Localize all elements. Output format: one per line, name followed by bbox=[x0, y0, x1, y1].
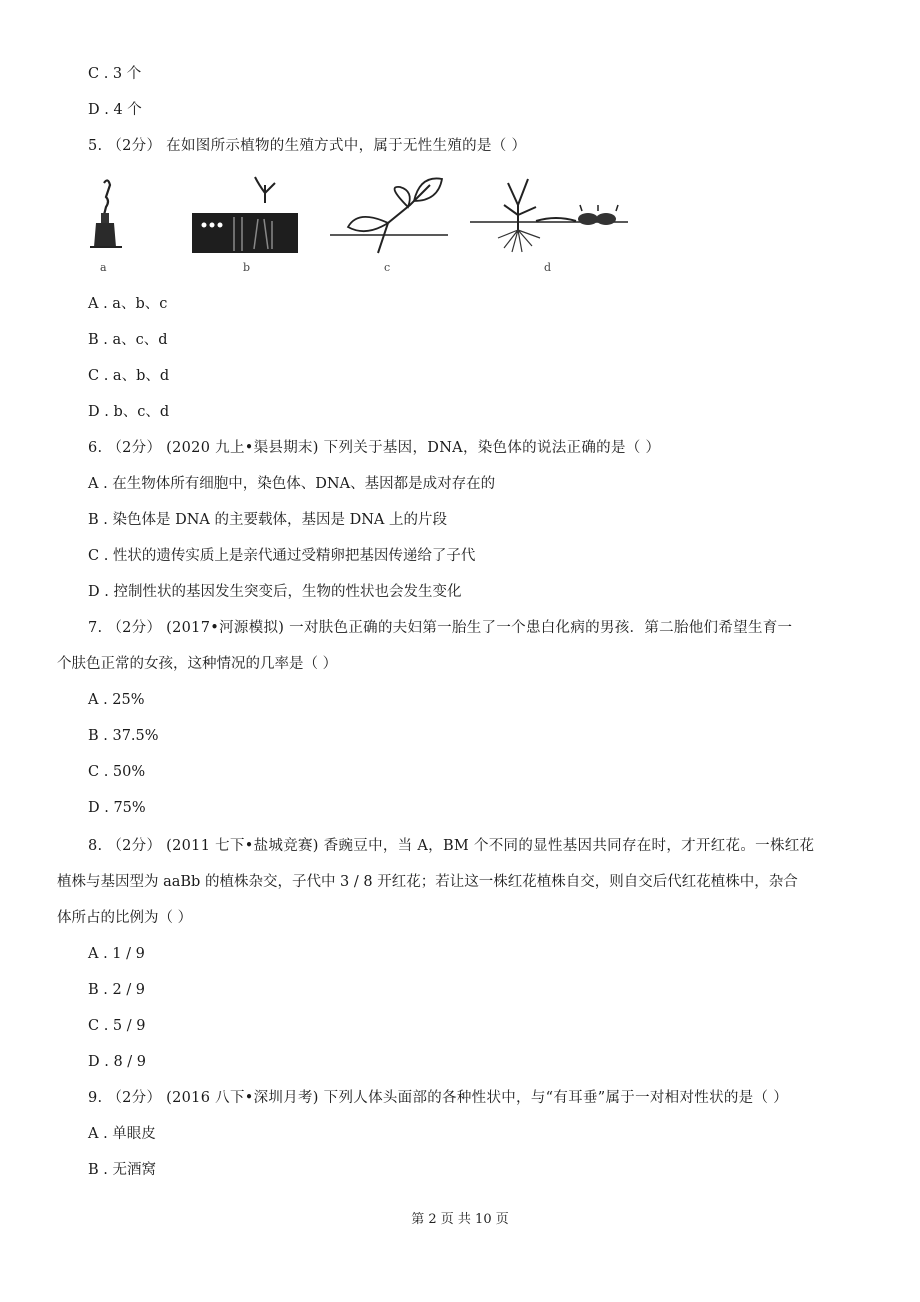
q9-stem: 9. （2分） (2016 八下•深圳月考) 下列人体头面部的各种性状中，与“有耳垂”属于一对相对性状的是（ ） bbox=[88, 1090, 788, 1106]
q6-option-d: D . 控制性状的基因发生突变后，生物的性状也会发生变化 bbox=[88, 584, 462, 600]
q7-option-c: C . 50% bbox=[88, 764, 146, 780]
q7-option-b: B . 37.5% bbox=[88, 728, 159, 744]
q8-option-c: C . 5 / 9 bbox=[88, 1018, 146, 1034]
q8-option-d: D . 8 / 9 bbox=[88, 1054, 147, 1070]
figure-c-cutting-drawing bbox=[330, 175, 450, 260]
q5-option-a: A . a、b、c bbox=[88, 296, 168, 312]
q6-option-b: B . 染色体是 DNA 的主要载体，基因是 DNA 上的片段 bbox=[88, 512, 447, 528]
q7-option-d: D . 75% bbox=[88, 800, 146, 816]
q6-option-a: A . 在生物体所有细胞中，染色体、DNA、基因都是成对存在的 bbox=[88, 476, 496, 492]
q7-stem-line-2: 个肤色正常的女孩，这种情况的几率是（ ） bbox=[57, 656, 338, 672]
figure-a-grafting-drawing bbox=[90, 175, 130, 260]
figure-d-layering-drawing bbox=[470, 175, 630, 265]
q9-option-b: B . 无酒窝 bbox=[88, 1162, 156, 1178]
q7-option-a: A . 25% bbox=[88, 692, 145, 708]
figure-label-c: c bbox=[384, 261, 391, 274]
q6-option-c: C . 性状的遗传实质上是亲代通过受精卵把基因传递给了子代 bbox=[88, 548, 476, 564]
q4-option-c: C . 3 个 bbox=[88, 66, 142, 82]
q8-stem-line-2: 植株与基因型为 aaBb 的植株杂交，子代中 3 / 8 开红花；若让这一株红花植株自交，则自交后代红花植株中，杂合 bbox=[57, 874, 798, 890]
figure-b-tissue-culture-drawing bbox=[190, 175, 300, 260]
q8-stem-line-1: 8. （2分） (2011 七下•盐城竞赛) 香豌豆中，当 A，BM 个不同的显性基因共同存在时，才开红花。一株红花 bbox=[88, 838, 815, 854]
q5-option-d: D . b、c、d bbox=[88, 404, 170, 420]
q8-option-a: A . 1 / 9 bbox=[88, 946, 145, 962]
q5-option-c: C . a、b、d bbox=[88, 368, 170, 384]
q6-stem: 6. （2分） (2020 九上•渠县期末) 下列关于基因，DNA，染色体的说法正确的是（ ） bbox=[88, 440, 661, 456]
q9-option-a: A . 单眼皮 bbox=[88, 1126, 156, 1142]
figure-label-a: a bbox=[100, 261, 107, 274]
q8-stem-line-3: 体所占的比例为（ ） bbox=[57, 910, 193, 926]
q4-option-d: D . 4 个 bbox=[88, 102, 142, 118]
q5-option-b: B . a、c、d bbox=[88, 332, 168, 348]
page-footer: 第 2 页 共 10 页 bbox=[411, 1212, 509, 1227]
q7-stem-line-1: 7. （2分） (2017•河源模拟) 一对肤色正确的夫妇第一胎生了一个患白化病的男孩．第二胎他们希望生育一 bbox=[88, 620, 793, 636]
q8-option-b: B . 2 / 9 bbox=[88, 982, 146, 998]
q5-figure bbox=[90, 175, 650, 280]
figure-label-b: b bbox=[243, 261, 251, 274]
figure-label-d: d bbox=[544, 261, 552, 274]
q5-stem: 5. （2分） 在如图所示植物的生殖方式中，属于无性生殖的是（ ） bbox=[88, 138, 527, 154]
